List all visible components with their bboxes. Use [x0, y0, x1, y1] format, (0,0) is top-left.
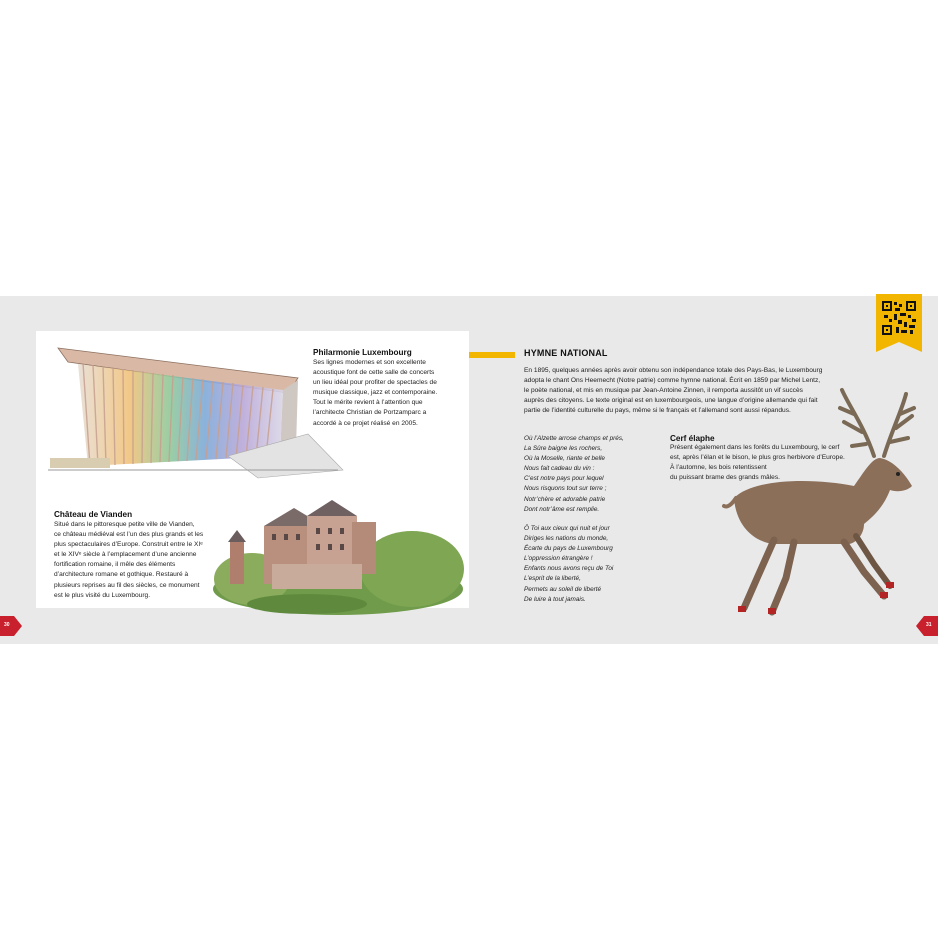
page-number-text: 30 — [4, 622, 10, 628]
text-line: partie de l’identité culturelle du pays, même si le français et l’allemand sont aussi répandus. — [524, 407, 791, 415]
text-line: accordé à ce projet réalisé en 2005. — [313, 419, 418, 427]
section-heading: HYMNE NATIONAL — [524, 348, 608, 358]
text-line: À l’automne, les bois retentissent — [670, 464, 767, 472]
text-line: ce château médiéval est l’un des plus grands et les — [54, 531, 204, 539]
text-line: Situé dans le pittoresque petite ville de Vianden, — [54, 521, 195, 528]
philharmonie-illustration — [48, 338, 348, 488]
text-line: fortification romaine, il mêle des éléments — [54, 561, 176, 569]
philharmonie-description — [313, 358, 463, 429]
text-line: d’architecture romane et gothique. Restauré à — [54, 571, 189, 579]
red-deer-illustration — [714, 386, 920, 618]
deer-title: Cerf élaphe — [670, 434, 715, 443]
text-line: le poète national, et mis en musique par Jean-Antoine Zinnen, il remporta aussitôt un vif succès — [524, 387, 803, 395]
text-line: est le plus visité du Luxembourg. — [54, 591, 151, 599]
vianden-description — [54, 520, 222, 601]
text-line: auprès des citoyens. Le texte original est en luxembourgeois, une langue d’origine allemande qui fait — [524, 397, 818, 405]
text-line: musique classique, jazz et contemporaine. — [313, 389, 438, 397]
text-line: et le XIVᵉ siècle à l’emplacement d’une ancienne — [54, 551, 197, 559]
anthem-stanza-1: Où l’Alzette arrose champs et prés, La Sûre baigne les rochers, Où la Moselle, riante et belle Nous fait cadeau du vin : C’est notre pays pour lequel Nous risquons tout sur terre ; Notr’chère et adorable patrie Dont notr’âme est remplie. — [524, 435, 624, 513]
vianden-castle-illustration — [212, 494, 464, 618]
text-line: l’architecte Christian de Portzamparc a — [313, 409, 427, 417]
philharmonie-title: Philarmonie Luxembourg — [313, 348, 412, 357]
text-line: Ses lignes modernes et son excellente — [313, 359, 426, 366]
deer-description — [670, 443, 870, 483]
page-number-text: 31 — [926, 622, 932, 628]
qr-code-icon — [876, 294, 922, 352]
text-line: du puissant brame des grands mâles. — [670, 474, 780, 482]
text-line: est, après l’élan et le bison, le plus gros herbivore d’Europe. — [670, 454, 845, 462]
anthem-stanza-2: Ô Toi aux cieux qui nuit et jour Diriges les nations du monde, Écarte du pays de Luxembourg L’oppression étrangère ! Enfants nous avons reçu de Toi L’esprit de la liberté, Permets au soleil de liberté De luire à tout jamais. — [524, 525, 614, 603]
text-line: un lieu idéal pour profiter de spectacles de — [313, 379, 437, 387]
text-line: plusieurs reprises au fil des siècles, ce monument — [54, 581, 200, 589]
text-line: plus spectaculaires d’Europe. Construit entre le XIᵉ — [54, 541, 203, 549]
section-accent-bar — [469, 352, 515, 358]
text-line: adopta le chant Ons Heemecht (Notre patrie) comme hymne national. Écrit en 1859 par Michel Lentz, — [524, 377, 821, 385]
text-line: En 1895, quelques années après avoir obtenu son indépendance totale des Pays-Bas, le Luxembourg — [524, 367, 823, 374]
text-line: Présent également dans les forêts du Luxembourg, le cerf — [670, 444, 840, 451]
anthem-intro — [524, 366, 864, 416]
text-line: acoustique font de cette salle de concerts — [313, 369, 435, 377]
page-number-right — [916, 616, 938, 636]
vianden-title: Château de Vianden — [54, 510, 133, 519]
text-line: Tout le mérite revient à l’attention que — [313, 399, 423, 407]
page-number-left — [0, 616, 22, 636]
